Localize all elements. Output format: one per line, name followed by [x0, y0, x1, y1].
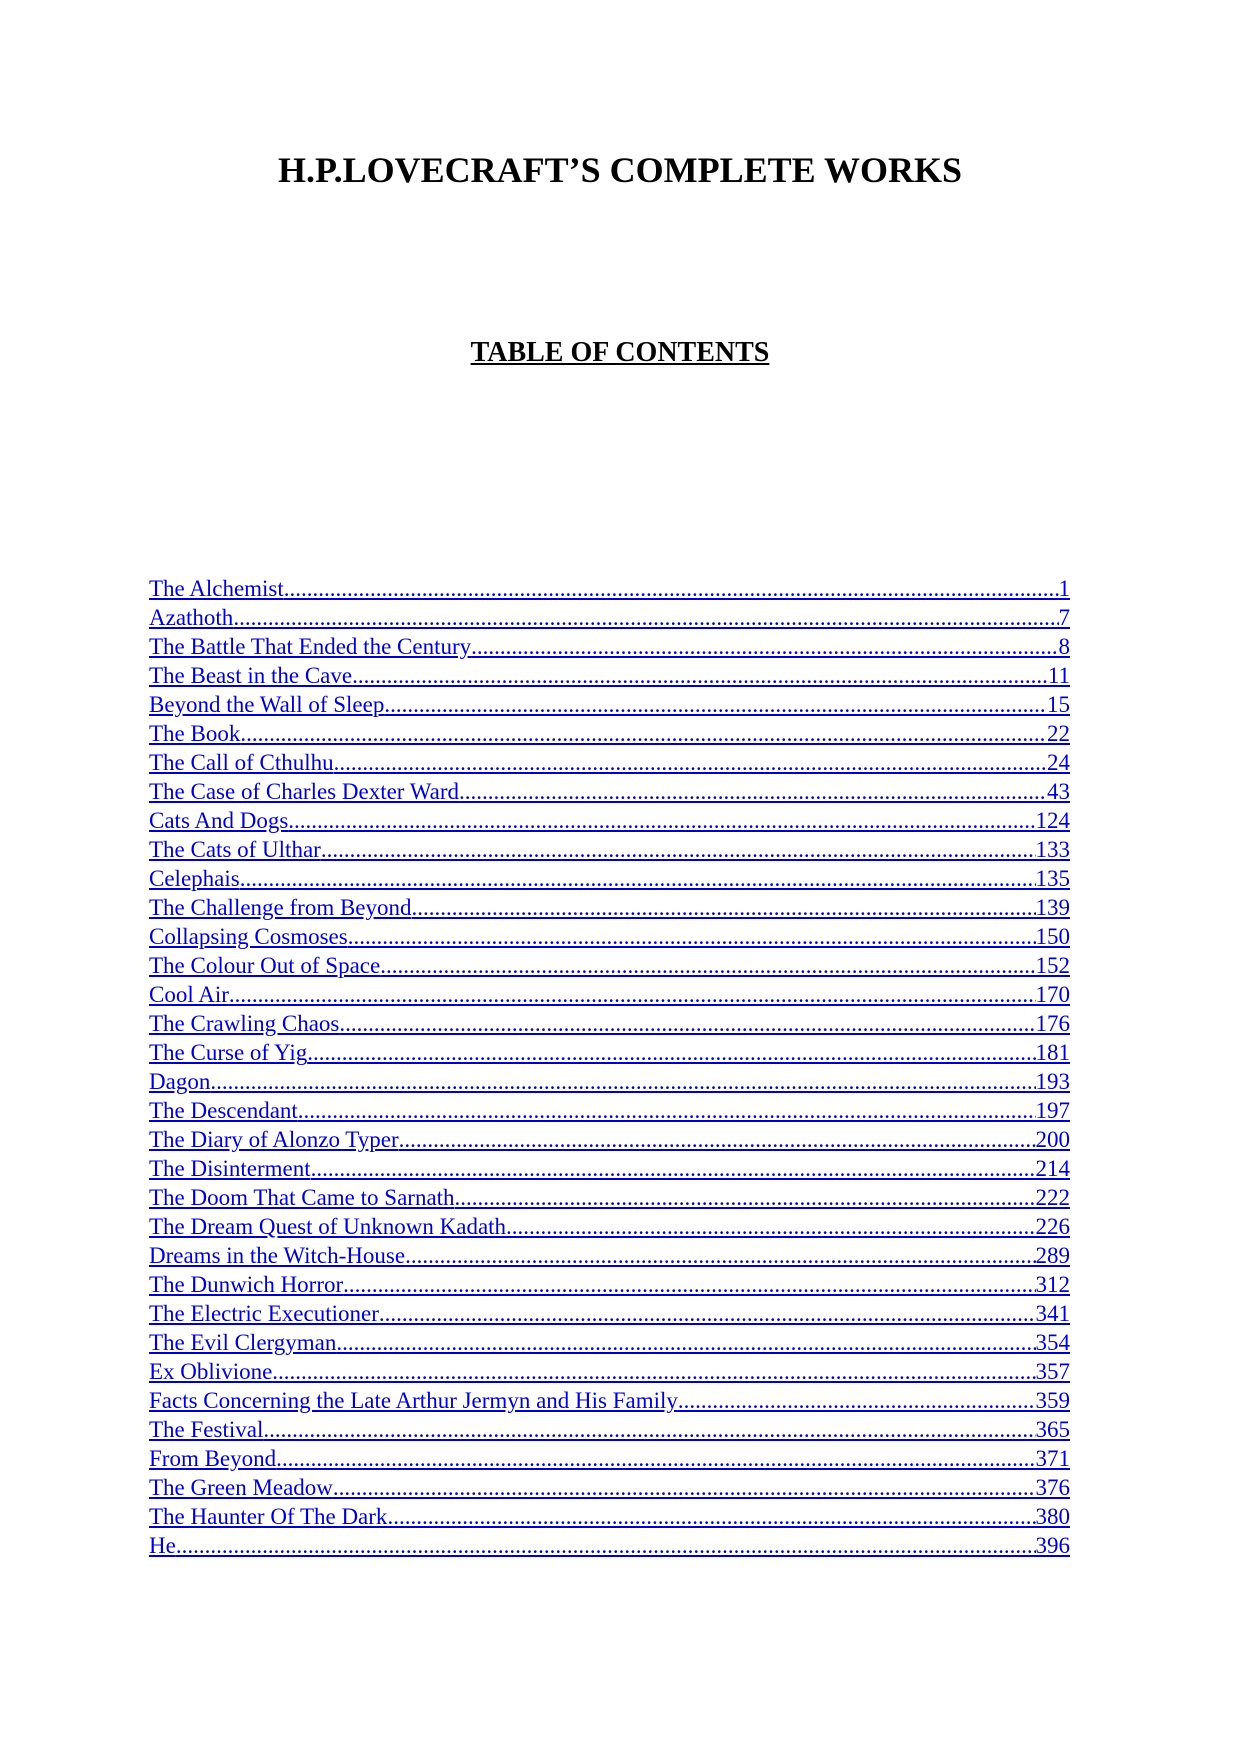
toc-entry-page-number: 176	[1035, 1011, 1070, 1036]
toc-entry-title: The Cats of Ulthar	[149, 837, 321, 862]
toc-entry-page-number: 376	[1035, 1475, 1070, 1500]
toc-entry-page-number: 24	[1047, 750, 1070, 775]
toc-entry-title: Beyond the Wall of Sleep	[149, 692, 385, 717]
toc-leader-dots	[412, 893, 1036, 922]
toc-entry-page-number: 181	[1035, 1040, 1070, 1065]
toc-entry[interactable]	[149, 1328, 1070, 1357]
toc-entry-title: The Alchemist	[149, 576, 284, 601]
toc-leader-dots	[229, 980, 1036, 1009]
toc-entry-title: Ex Oblivione	[149, 1359, 273, 1384]
toc-entry-title: The Crawling Chaos	[149, 1011, 340, 1036]
toc-entry-title: The Curse of Yig	[149, 1040, 308, 1065]
toc-entry-page-number: 359	[1035, 1388, 1070, 1413]
toc-heading: TABLE OF CONTENTS	[470, 337, 770, 368]
toc-entry[interactable]	[149, 1096, 1070, 1125]
toc-entry-page-number: 371	[1035, 1446, 1070, 1471]
toc-entry[interactable]	[149, 1531, 1070, 1560]
toc-entry-title: The Evil Clergyman	[149, 1330, 337, 1355]
toc-entry[interactable]	[149, 1125, 1070, 1154]
toc-entry-page-number: 396	[1035, 1533, 1070, 1558]
toc-leader-dots	[348, 922, 1036, 951]
toc-entry-page-number: 354	[1035, 1330, 1070, 1355]
toc-leader-dots	[210, 1067, 1035, 1096]
toc-entry[interactable]	[149, 1038, 1070, 1067]
toc-entry[interactable]	[149, 1212, 1070, 1241]
toc-entry-page-number: 8	[1058, 634, 1070, 659]
toc-leader-dots	[379, 1299, 1036, 1328]
toc-entry[interactable]	[149, 748, 1070, 777]
toc-entry-title: The Book	[149, 721, 241, 746]
toc-entry[interactable]	[149, 806, 1070, 835]
toc-leader-dots	[240, 864, 1036, 893]
toc-entry-page-number: 11	[1047, 663, 1070, 688]
toc-leader-dots	[284, 574, 1059, 603]
page-title: H.P.LOVECRAFT’S COMPLETE WORKS	[277, 150, 963, 190]
toc-entry-page-number: 22	[1047, 721, 1070, 746]
toc-entry[interactable]	[149, 1415, 1070, 1444]
toc-entry[interactable]	[149, 1241, 1070, 1270]
toc-leader-dots	[678, 1386, 1036, 1415]
toc-entry[interactable]	[149, 574, 1070, 603]
toc-entry-page-number: 226	[1035, 1214, 1070, 1239]
toc-leader-dots	[307, 1038, 1035, 1067]
toc-entry-title: The Beast in the Cave	[149, 663, 353, 688]
toc-entry-title: The Dunwich Horror	[149, 1272, 344, 1297]
toc-entry-title: The Festival	[149, 1417, 264, 1442]
toc-leader-dots	[455, 1183, 1036, 1212]
toc-entry-page-number: 222	[1035, 1185, 1070, 1210]
toc-leader-dots	[387, 1502, 1035, 1531]
toc-entry-title: The Disinterment	[149, 1156, 311, 1181]
toc-entry-title: The Diary of Alonzo Typer	[149, 1127, 399, 1152]
toc-entry[interactable]	[149, 1299, 1070, 1328]
toc-entry[interactable]	[149, 1154, 1070, 1183]
toc-entry-title: The Doom That Came to Sarnath	[149, 1185, 455, 1210]
toc-entry[interactable]	[149, 603, 1070, 632]
toc-leader-dots	[405, 1241, 1035, 1270]
toc-leader-dots	[339, 1009, 1035, 1038]
toc-entry[interactable]	[149, 864, 1070, 893]
toc-entry[interactable]	[149, 951, 1070, 980]
toc-entry-title: The Case of Charles Dexter Ward	[149, 779, 460, 804]
toc-entry-page-number: 7	[1058, 605, 1070, 630]
toc-leader-dots	[233, 603, 1058, 632]
toc-entry-page-number: 15	[1047, 692, 1070, 717]
toc-entry-page-number: 170	[1035, 982, 1070, 1007]
toc-entry-title: Cats And Dogs	[149, 808, 289, 833]
toc-leader-dots	[384, 690, 1047, 719]
toc-entry-title: Facts Concerning the Late Arthur Jermyn and His Family	[149, 1388, 678, 1413]
toc-leader-dots	[380, 951, 1035, 980]
toc-entry[interactable]	[149, 893, 1070, 922]
toc-leader-dots	[176, 1531, 1036, 1560]
toc-entry-title: The Colour Out of Space	[149, 953, 381, 978]
toc-entry-title: Dreams in the Witch-House	[149, 1243, 406, 1268]
toc-entry-title: The Electric Executioner	[149, 1301, 379, 1326]
toc-entry[interactable]	[149, 1473, 1070, 1502]
toc-entry-title: Azathoth	[149, 605, 234, 630]
toc-entry[interactable]	[149, 1357, 1070, 1386]
toc-entry-title: The Call of Cthulhu	[149, 750, 334, 775]
toc-entry[interactable]	[149, 777, 1070, 806]
toc-entry[interactable]	[149, 1270, 1070, 1299]
toc-leader-dots	[321, 835, 1036, 864]
toc-leader-dots	[240, 719, 1047, 748]
toc-entry-page-number: 152	[1035, 953, 1070, 978]
toc-entry-title: From Beyond	[149, 1446, 277, 1471]
toc-leader-dots	[272, 1357, 1035, 1386]
toc-entry-page-number: 312	[1035, 1272, 1070, 1297]
toc-leader-dots	[333, 1473, 1036, 1502]
toc-entry-page-number: 135	[1035, 866, 1070, 891]
toc-entry[interactable]	[149, 835, 1070, 864]
toc-entry-title: The Challenge from Beyond	[149, 895, 412, 920]
toc-leader-dots	[334, 748, 1047, 777]
toc-leader-dots	[336, 1328, 1035, 1357]
toc-entry[interactable]	[149, 1183, 1070, 1212]
toc-list	[149, 574, 1070, 1560]
toc-entry-title: He	[149, 1533, 176, 1558]
toc-leader-dots	[506, 1212, 1035, 1241]
toc-entry[interactable]	[149, 1444, 1070, 1473]
toc-leader-dots	[298, 1096, 1036, 1125]
toc-entry[interactable]	[149, 719, 1070, 748]
toc-entry-title: The Green Meadow	[149, 1475, 333, 1500]
toc-entry[interactable]	[149, 1009, 1070, 1038]
toc-entry-page-number: 197	[1035, 1098, 1070, 1123]
toc-entry-title: The Haunter Of The Dark	[149, 1504, 388, 1529]
toc-entry-page-number: 365	[1035, 1417, 1070, 1442]
toc-entry-title: Collapsing Cosmoses	[149, 924, 348, 949]
toc-entry[interactable]	[149, 661, 1070, 690]
toc-entry-page-number: 1	[1058, 576, 1070, 601]
toc-entry-page-number: 139	[1035, 895, 1070, 920]
toc-leader-dots	[399, 1125, 1036, 1154]
toc-entry-page-number: 341	[1035, 1301, 1070, 1326]
toc-entry-page-number: 43	[1047, 779, 1070, 804]
toc-entry-title: The Descendant	[149, 1098, 298, 1123]
toc-entry-page-number: 200	[1035, 1127, 1070, 1152]
toc-entry-title: Celephais	[149, 866, 240, 891]
toc-entry-page-number: 150	[1035, 924, 1070, 949]
toc-leader-dots	[276, 1444, 1035, 1473]
toc-entry-title: The Battle That Ended the Century	[149, 634, 472, 659]
toc-entry-title: Dagon	[149, 1069, 211, 1094]
toc-leader-dots	[343, 1270, 1035, 1299]
toc-entry-title: The Dream Quest of Unknown Kadath	[149, 1214, 507, 1239]
toc-entry[interactable]	[149, 690, 1070, 719]
toc-leader-dots	[311, 1154, 1036, 1183]
toc-entry[interactable]	[149, 922, 1070, 951]
toc-entry-page-number: 289	[1035, 1243, 1070, 1268]
toc-entry-page-number: 380	[1035, 1504, 1070, 1529]
toc-leader-dots	[471, 632, 1058, 661]
toc-entry-page-number: 357	[1035, 1359, 1070, 1384]
toc-leader-dots	[352, 661, 1048, 690]
toc-entry[interactable]	[149, 1502, 1070, 1531]
toc-entry-title: Cool Air	[149, 982, 229, 1007]
toc-entry-page-number: 214	[1035, 1156, 1070, 1181]
toc-entry-page-number: 133	[1035, 837, 1070, 862]
toc-leader-dots	[459, 777, 1047, 806]
toc-leader-dots	[288, 806, 1035, 835]
toc-entry[interactable]	[149, 632, 1070, 661]
toc-entry[interactable]	[149, 1067, 1070, 1096]
toc-entry[interactable]	[149, 980, 1070, 1009]
toc-leader-dots	[263, 1415, 1035, 1444]
toc-entry[interactable]	[149, 1386, 1070, 1415]
toc-entry-page-number: 124	[1035, 808, 1070, 833]
toc-entry-page-number: 193	[1035, 1069, 1070, 1094]
